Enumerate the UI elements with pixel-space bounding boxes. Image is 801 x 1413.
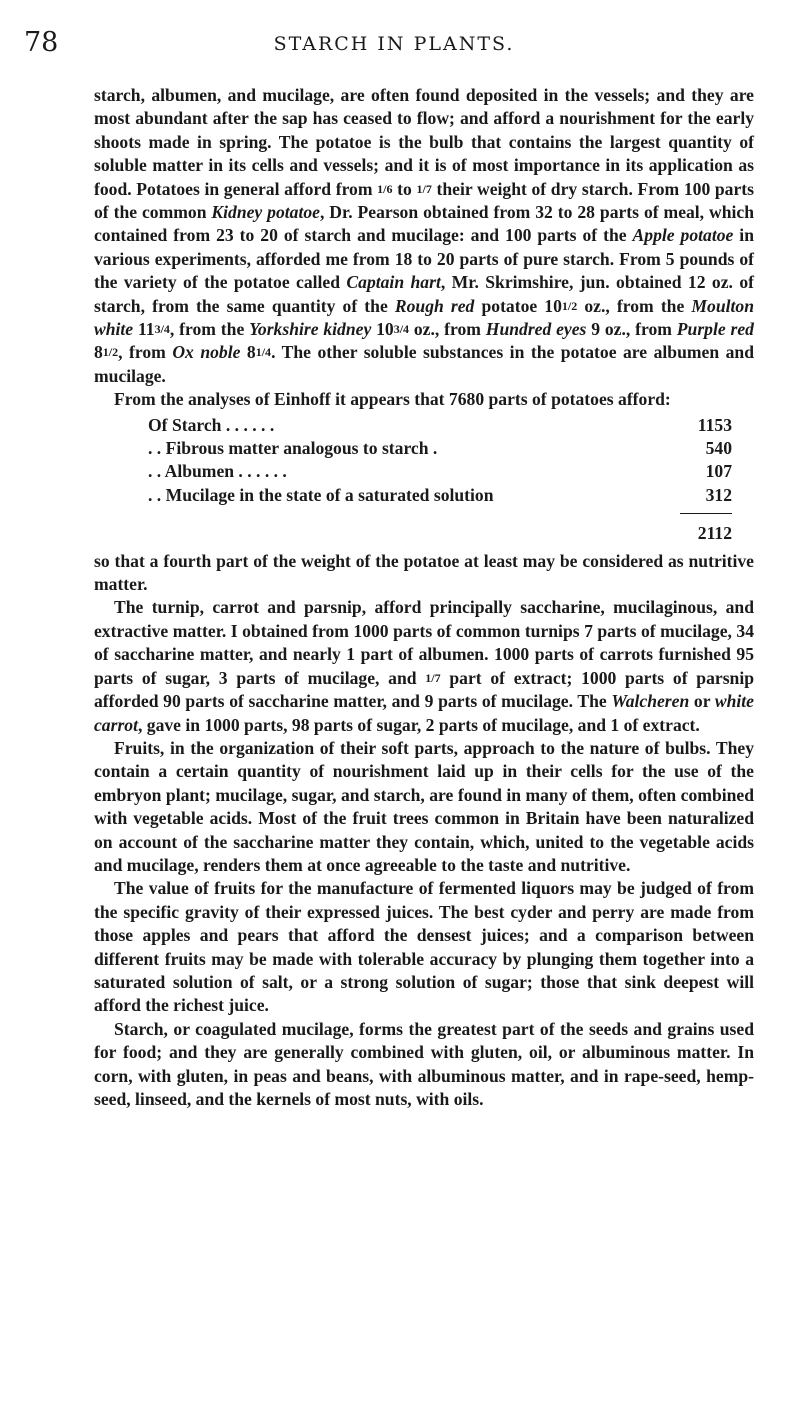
text-run: 9 oz., from (586, 319, 677, 340)
text-run: 8 (94, 342, 103, 363)
sum-rule (680, 513, 732, 514)
table-row (148, 460, 732, 483)
page-header (24, 26, 764, 60)
variety-name: Purple red (676, 319, 754, 340)
fraction: 3/4 (393, 322, 410, 337)
row-value: 540 (705, 438, 732, 459)
text-run: , Dr. Pearson obtained from 32 to 28 parts of meal, which contained from 23 to 20 of starch and mucilage: and 100 parts of the (94, 202, 754, 246)
text-run: 10 (371, 319, 394, 340)
text-run: , gave in 1000 parts, 98 parts of sugar, 2 parts of mucilage, and 1 of extract. (137, 714, 700, 735)
text-run: oz., from the (577, 295, 692, 316)
text-run: 11 (133, 319, 155, 340)
sum-rule-row (148, 513, 732, 514)
paragraph-starch-seeds: Starch, or coagulated mucilage, forms the greatest part of the seeds and grains used for food; and they are generally combined with gluten, oil, or albuminous matter. In corn, with gluten, in peas and beans, with albuminous matter, and in rape-seed, hemp-seed, linseed, and the kernels of most nuts, with oils. (94, 1018, 754, 1109)
paragraph-potatoe-starch (94, 84, 754, 388)
fraction: 1/2 (102, 345, 119, 360)
variety-name: Walcheren (611, 691, 690, 712)
paragraph-einhoff: From the analyses of Einhoff it appears that 7680 parts of potatoes afford: (114, 389, 671, 410)
text-run: or (689, 691, 715, 712)
text-run: , from the (169, 319, 250, 340)
page-number: 78 (24, 27, 59, 58)
row-label: . . Mucilage in the state of a saturated solution (148, 484, 494, 505)
variety-name: Rough red (394, 295, 475, 316)
variety-name: Apple potatoe (632, 225, 734, 246)
total-value: 2112 (697, 523, 732, 544)
row-label: . . Fibrous matter analogous to starch . (148, 438, 438, 459)
row-label: . . Albumen . . . . . . (148, 461, 287, 482)
variety-name: Yorkshire kidney (249, 319, 372, 340)
paragraph-fruits: Fruits, in the organization of their soft parts, approach to the nature of bulbs. They contain a certain quantity of nourishment laid up in their cells for the use of the embryon plant; mucilage, sugar, and starch, are found in many of them, often combined with vegetable acids. Most of the fruit trees common in Britain have been naturalized on account of the saccharine matter they contain, which, united to the vegetable acids and mucilage, renders them at once agreeable to the taste and nutritive. (94, 737, 754, 875)
variety-name: Captain hart (346, 272, 441, 293)
text-run: part of extract; 1000 parts of parsnip afforded 90 parts of saccharine matter, and 9 parts of mucilage. The (94, 667, 755, 712)
text-run: starch, albumen, and mucilage, are often found deposited in the vessels; and they are most abundant after the sap has ceased to flow; and afford a nourishment for the early shoots made in spring. The potatoe is the bulb that contains the largest quantity of soluble matter in its cells and vessels; and it is of most importance in its application as food. Potatoes in general afford from (94, 85, 754, 199)
fraction: 1/2 (561, 298, 578, 313)
total-row (148, 522, 732, 545)
fraction: 3/4 (154, 322, 170, 337)
row-value: 107 (705, 461, 732, 482)
paragraph-nutritive: so that a fourth part of the weight of the potatoe at least may be considered as nutritive matter. (94, 550, 754, 595)
variety-name: Moulton white (94, 295, 754, 340)
text-run: in various experiments, afforded me from 18 to 20 parts of pure starch. From 5 pounds of the variety of the potatoe called (94, 225, 754, 293)
variety-name: white carrot (94, 691, 754, 735)
text-run: The turnip, carrot and parsnip, afford principally saccharine, mucilaginous, and extractive matter. I obtained from 1000 parts of common turnips 7 parts of mucilage, 34 of saccharine matter, and nearly 1 part of albumen. 1000 parts of carrots furnished 95 parts of sugar, 3 parts of mucilage, and (94, 597, 754, 688)
fraction: 1/7 (425, 670, 441, 685)
paragraph-fermented: The value of fruits for the manufacture of fermented liquors may be judged of from the specific gravity of their expressed juices. The best cyder and perry are made from those apples and pears that afford the densest juices; and a comparison between different fruits may be made with tolerable accuracy by plunging them together into a saturated solution of salt, or a strong solution of sugar; those that sink deepest will afford the richest juice. (94, 878, 754, 1016)
table-row (148, 414, 732, 437)
text-run: potatoe 10 (474, 295, 562, 316)
row-label: Of Starch . . . . . . (148, 414, 275, 435)
text-run: , from (118, 342, 173, 363)
fraction: 1/4 (255, 345, 272, 360)
paragraph-turnip (94, 596, 754, 736)
text-run: 8 (240, 342, 256, 363)
variety-name: Ox noble (172, 342, 241, 363)
fraction: 1/6 (377, 181, 393, 196)
text-run: to (392, 178, 417, 199)
variety-name: Hundred eyes (485, 319, 587, 340)
variety-name: Kidney potatoe (211, 202, 320, 223)
running-title: STARCH IN PLANTS. (273, 33, 515, 55)
body-text (94, 84, 754, 1111)
text-run: . The other soluble substances in the potatoe are albumen and mucilage. (94, 342, 754, 386)
analysis-table (94, 414, 732, 546)
text-run: their weight of dry starch. From 100 parts of the common (94, 178, 754, 223)
row-value: 1153 (697, 414, 732, 435)
row-value: 312 (705, 484, 732, 505)
table-row (148, 484, 732, 507)
table-row (148, 437, 732, 460)
fraction: 1/7 (416, 181, 432, 196)
text-run: oz., from (409, 319, 486, 340)
text-run: , Mr. Skrimshire, jun. obtained 12 oz. of starch, from the same quantity of the (94, 272, 754, 316)
